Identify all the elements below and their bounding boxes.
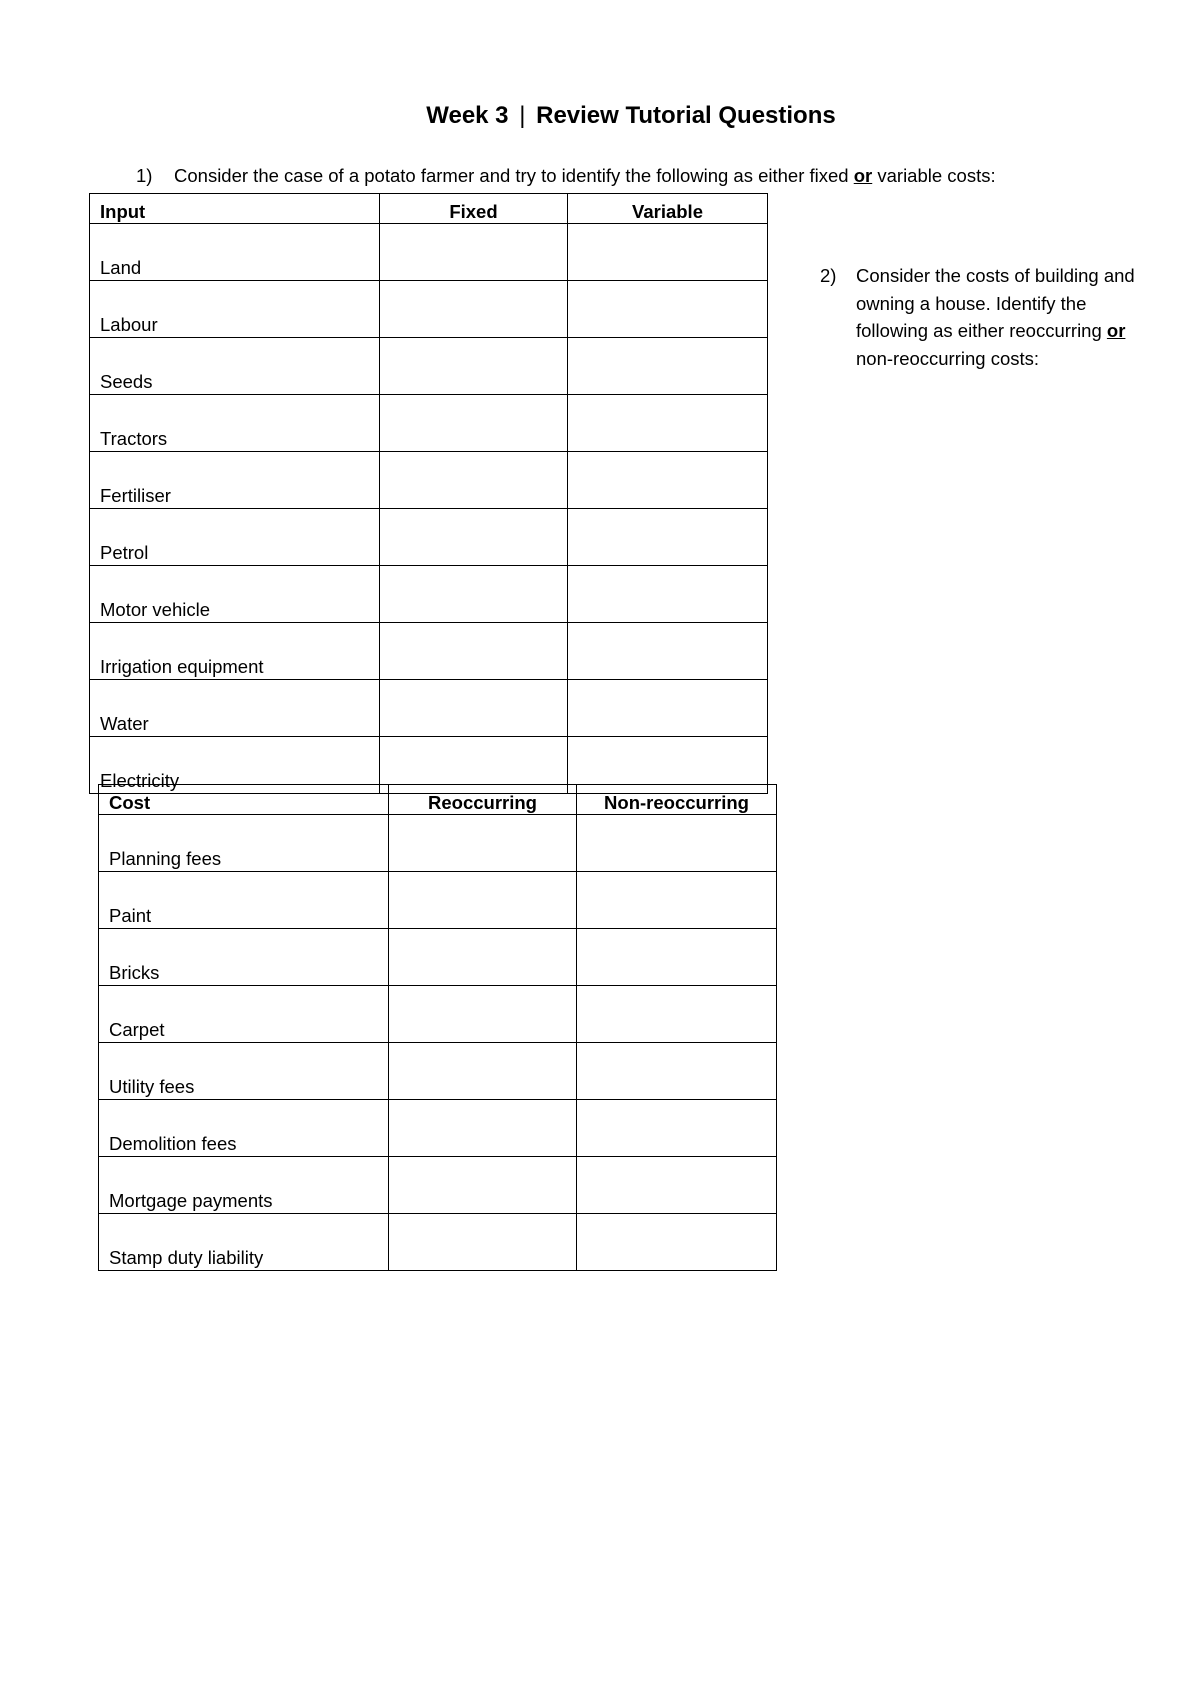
variable-cell[interactable] [568, 680, 768, 737]
table-row [90, 224, 768, 281]
table-row [99, 872, 777, 929]
table-row [99, 1100, 777, 1157]
reoccurring-cell[interactable] [389, 1043, 577, 1100]
row-label: Planning fees [99, 815, 389, 872]
reoccurring-cell[interactable] [389, 1214, 577, 1271]
table-row [99, 815, 777, 872]
table-row [99, 1043, 777, 1100]
reoccurring-cell[interactable] [389, 986, 577, 1043]
reoccurring-table [98, 784, 777, 1271]
row-label: Utility fees [99, 1043, 389, 1100]
page-title [0, 102, 1200, 130]
header-non-reoccurring: Non-reoccurring [577, 785, 777, 815]
row-label: Tractors [90, 395, 380, 452]
title-week: Week 3 [426, 102, 509, 129]
fixed-cell[interactable] [380, 452, 568, 509]
fixed-cell[interactable] [380, 680, 568, 737]
variable-cell[interactable] [568, 566, 768, 623]
row-label: Electricity [90, 737, 380, 794]
variable-cell[interactable] [568, 338, 768, 395]
table-header-row [90, 194, 768, 224]
non-reoccurring-cell[interactable] [577, 815, 777, 872]
fixed-cell[interactable] [380, 509, 568, 566]
table-row [90, 395, 768, 452]
non-reoccurring-cell[interactable] [577, 1157, 777, 1214]
variable-cell[interactable] [568, 395, 768, 452]
reoccurring-cell[interactable] [389, 815, 577, 872]
table-row [90, 452, 768, 509]
table-row [90, 566, 768, 623]
row-label: Labour [90, 281, 380, 338]
table-row [90, 623, 768, 680]
header-fixed: Fixed [380, 194, 568, 224]
variable-cell[interactable] [568, 452, 768, 509]
non-reoccurring-cell[interactable] [577, 986, 777, 1043]
non-reoccurring-cell[interactable] [577, 1043, 777, 1100]
row-label: Mortgage payments [99, 1157, 389, 1214]
title-heading: Review Tutorial Questions [536, 102, 836, 129]
row-label: Fertiliser [90, 452, 380, 509]
header-cost: Cost [99, 785, 389, 815]
question-1-text-after: variable costs: [872, 165, 996, 186]
row-label: Motor vehicle [90, 566, 380, 623]
fixed-cell[interactable] [380, 395, 568, 452]
row-label: Land [90, 224, 380, 281]
reoccurring-cell[interactable] [389, 1100, 577, 1157]
question-1-number: 1) [136, 165, 153, 186]
question-1-emphasis: or [853, 165, 873, 186]
table-row [99, 1157, 777, 1214]
variable-cell[interactable] [568, 224, 768, 281]
fixed-cell[interactable] [380, 224, 568, 281]
reoccurring-cell[interactable] [389, 929, 577, 986]
non-reoccurring-cell[interactable] [577, 929, 777, 986]
header-input: Input [90, 194, 380, 224]
question-2 [820, 262, 1160, 372]
question-2-number: 2) [820, 265, 837, 286]
table-header-row [99, 785, 777, 815]
table-row [90, 338, 768, 395]
question-1-text-before: Consider the case of a potato farmer and try to identify the following as either fixed [174, 165, 854, 186]
header-reoccurring: Reoccurring [389, 785, 577, 815]
row-label: Irrigation equipment [90, 623, 380, 680]
table-row [90, 281, 768, 338]
row-label: Stamp duty liability [99, 1214, 389, 1271]
table-row [99, 929, 777, 986]
title-separator: | [519, 102, 526, 129]
reoccurring-cell[interactable] [389, 1157, 577, 1214]
question-1 [136, 165, 996, 187]
table-row [90, 680, 768, 737]
fixed-variable-table [89, 193, 768, 794]
table-row [99, 986, 777, 1043]
fixed-cell[interactable] [380, 281, 568, 338]
non-reoccurring-cell[interactable] [577, 1100, 777, 1157]
row-label: Carpet [99, 986, 389, 1043]
question-2-text-before: Consider the costs of building and owning a house. Identify the following as either reoccurring [856, 265, 1135, 341]
question-2-emphasis: or [1106, 320, 1126, 341]
row-label: Petrol [90, 509, 380, 566]
fixed-cell[interactable] [380, 566, 568, 623]
question-1-text [174, 165, 996, 186]
row-label: Demolition fees [99, 1100, 389, 1157]
table-row [99, 1214, 777, 1271]
non-reoccurring-cell[interactable] [577, 1214, 777, 1271]
row-label: Water [90, 680, 380, 737]
row-label: Paint [99, 872, 389, 929]
fixed-cell[interactable] [380, 338, 568, 395]
fixed-cell[interactable] [380, 623, 568, 680]
non-reoccurring-cell[interactable] [577, 872, 777, 929]
reoccurring-cell[interactable] [389, 872, 577, 929]
row-label: Seeds [90, 338, 380, 395]
question-2-text-after: non-reoccurring costs: [856, 347, 1040, 369]
question-2-text [856, 262, 1160, 372]
row-label: Bricks [99, 929, 389, 986]
header-variable: Variable [568, 194, 768, 224]
variable-cell[interactable] [568, 623, 768, 680]
variable-cell[interactable] [568, 281, 768, 338]
table-row [90, 509, 768, 566]
variable-cell[interactable] [568, 509, 768, 566]
